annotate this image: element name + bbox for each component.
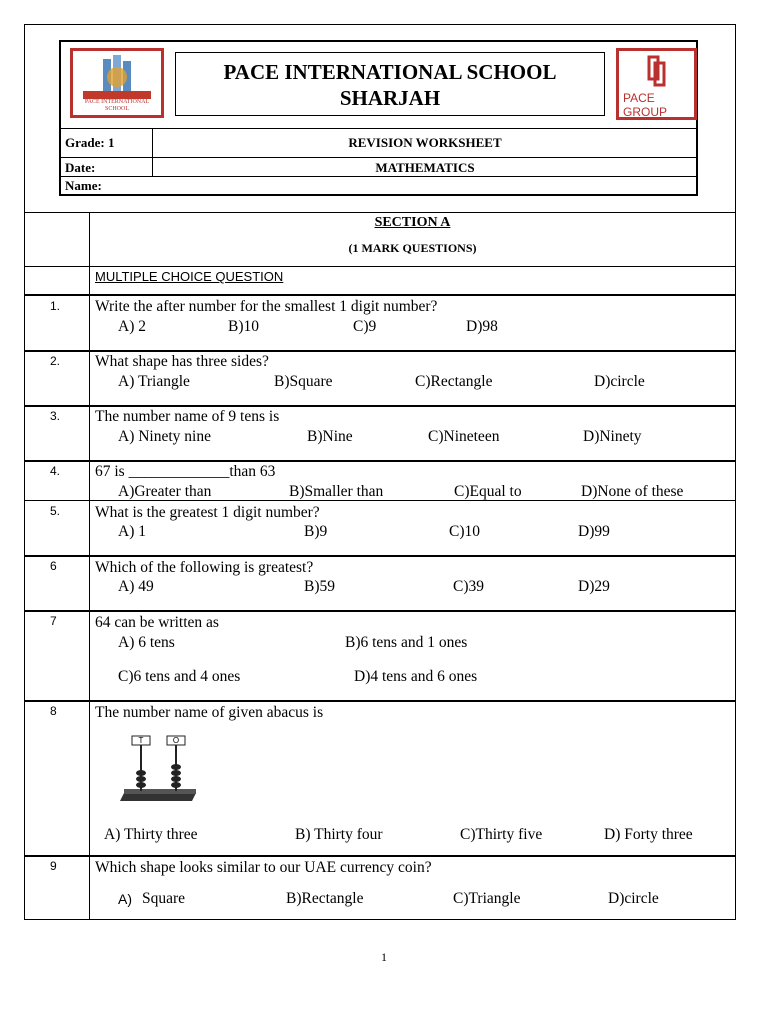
option-c: C)Rectangle — [415, 373, 493, 390]
mcq-heading: MULTIPLE CHOICE QUESTION — [95, 269, 284, 284]
option-a: A)Greater than — [118, 483, 212, 500]
group-logo-icon — [619, 51, 694, 91]
row-divider — [24, 555, 736, 557]
question-text: The number name of given abacus is — [95, 704, 324, 721]
option-c: C)9 — [353, 318, 377, 335]
option-c: C)39 — [453, 578, 484, 595]
question-number: 5. — [50, 504, 61, 518]
abacus-icon — [118, 733, 202, 805]
option-a: A) 49 — [118, 578, 154, 595]
option-c: C)6 tens and 4 ones — [118, 668, 241, 685]
grade-label: Grade: 1 — [65, 135, 115, 150]
header-divider — [59, 128, 698, 129]
option-b: B)9 — [304, 523, 328, 540]
question-number: 1. — [50, 299, 61, 313]
abacus-tens-label: T — [138, 736, 144, 745]
option-d: D)Ninety — [583, 428, 642, 445]
option-d: D)98 — [466, 318, 498, 335]
abacus-ones-label: O — [172, 736, 180, 745]
option-d: D)4 tens and 6 ones — [354, 668, 478, 685]
school-city: SHARJAH — [339, 86, 441, 110]
option-a: A) 6 tens — [118, 634, 175, 651]
question-number: 4. — [50, 464, 61, 478]
option-c: C)Triangle — [453, 890, 521, 907]
option-c: C)Equal to — [454, 483, 522, 500]
option-a: A) Triangle — [118, 373, 190, 390]
option-c: C)10 — [449, 523, 480, 540]
question-number: 9 — [50, 859, 57, 873]
question-text: What is the greatest 1 digit number? — [95, 504, 320, 521]
question-text: 67 is _____________than 63 — [95, 463, 276, 480]
row-divider — [24, 855, 736, 857]
option-a: A) 2 — [118, 318, 146, 335]
abacus-image — [118, 733, 202, 805]
question-text: 64 can be written as — [95, 614, 219, 631]
option-b: B)10 — [228, 318, 259, 335]
option-a: A) Thirty three — [104, 826, 198, 843]
option-b: B)Rectangle — [286, 890, 364, 907]
row-divider — [24, 405, 736, 407]
row-divider — [24, 610, 736, 612]
option-b: B)59 — [304, 578, 335, 595]
group-logo-text: PACE GROUP — [623, 91, 668, 119]
subject-label: MATHEMATICS — [375, 160, 475, 175]
row-divider — [24, 700, 736, 702]
option-a: A) 1 — [118, 523, 146, 540]
table-top — [24, 212, 736, 213]
option-d: D)circle — [608, 890, 659, 907]
option-d: D)29 — [578, 578, 610, 595]
school-title — [175, 52, 605, 116]
question-number: 7 — [50, 614, 57, 628]
question-text: Write the after number for the smallest 1 digit number? — [95, 298, 438, 315]
page-number: 1 — [381, 950, 387, 964]
question-text: What shape has three sides? — [95, 353, 269, 370]
row-divider — [24, 294, 736, 296]
option-c: C)Thirty five — [460, 826, 543, 843]
question-text: Which shape looks similar to our UAE currency coin? — [95, 859, 432, 876]
option-b: B)Square — [274, 373, 333, 390]
option-d: D)99 — [578, 523, 610, 540]
question-number: 3. — [50, 409, 61, 423]
option-a: Square — [142, 890, 186, 907]
row-divider — [24, 350, 736, 352]
option-b: B)Nine — [307, 428, 353, 445]
header-divider — [59, 176, 698, 177]
school-logo-text: PACE INTERNATIONAL SCHOOL — [84, 99, 150, 112]
option-b: B)6 tens and 1 ones — [345, 634, 468, 651]
question-number: 2. — [50, 354, 61, 368]
question-text: The number name of 9 tens is — [95, 408, 280, 425]
worksheet-title: REVISION WORKSHEET — [348, 135, 502, 150]
header-divider — [59, 157, 698, 158]
number-column-divider — [89, 212, 90, 920]
option-b: B)Smaller than — [289, 483, 384, 500]
school-logo — [70, 48, 164, 118]
row-divider — [24, 266, 736, 267]
option-c: C)Nineteen — [428, 428, 500, 445]
option-d: D)circle — [594, 373, 645, 390]
question-number: 8 — [50, 704, 57, 718]
row-divider — [24, 460, 736, 462]
option-a: A) Ninety nine — [118, 428, 211, 445]
option-b: B) Thirty four — [295, 826, 383, 843]
question-text: Which of the following is greatest? — [95, 559, 314, 576]
section-title: SECTION A — [374, 215, 451, 230]
school-name: PACE INTERNATIONAL SCHOOL — [223, 60, 557, 84]
option-a-letter: A) — [118, 891, 132, 907]
option-d: D)None of these — [581, 483, 684, 500]
question-number: 6 — [50, 559, 57, 573]
option-d: D) Forty three — [604, 826, 693, 843]
name-label: Name: — [65, 178, 102, 193]
date-label: Date: — [65, 160, 96, 175]
section-subtitle: (1 MARK QUESTIONS) — [348, 241, 477, 255]
group-logo — [616, 48, 697, 120]
